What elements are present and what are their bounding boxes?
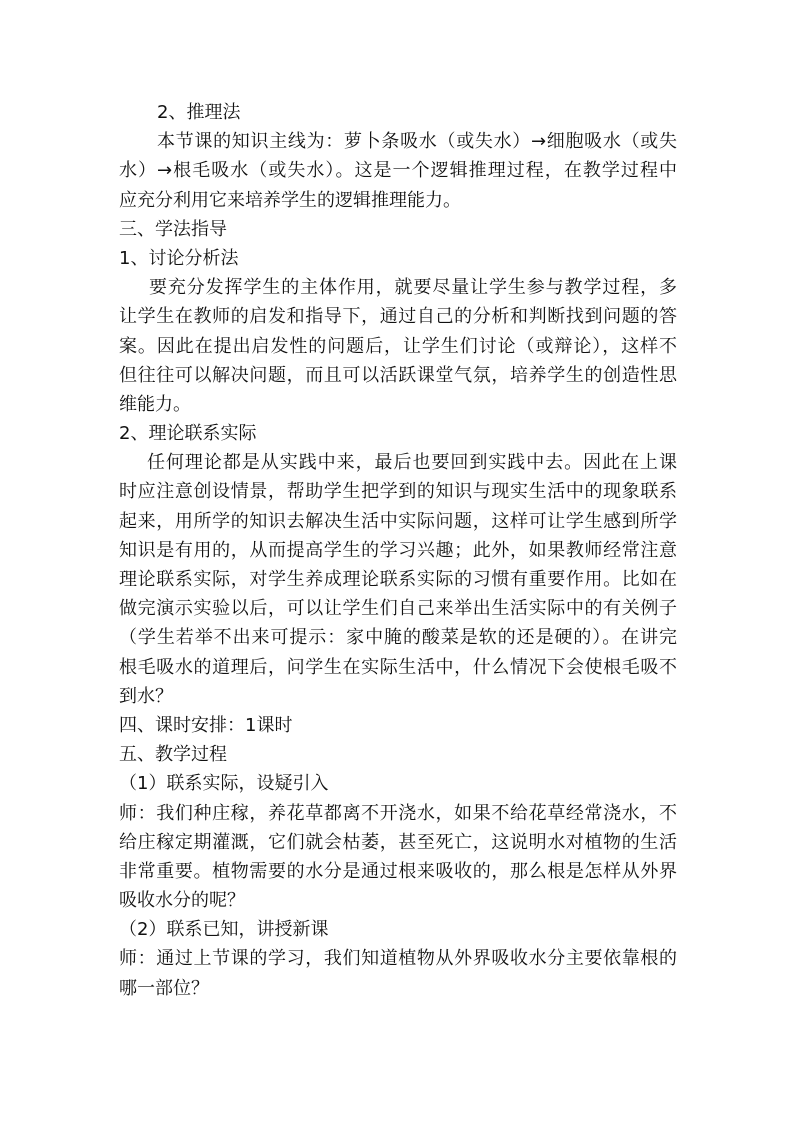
document-body	[119, 98, 677, 1003]
paragraph-line: 应充分利用它来培养学生的逻辑推理能力。	[119, 189, 461, 211]
paragraph-line: 师：通过上节课的学习，我们知道植物从外界吸收水分主要依靠根的	[119, 948, 677, 970]
heading-teaching-process: 五、教学过程	[119, 744, 227, 766]
heading-class-schedule: 四、课时安排：1课时	[119, 714, 293, 736]
heading-theory-practice: 2、理论联系实际	[119, 423, 257, 445]
paragraph-line: 哪一部位？	[119, 977, 209, 999]
paragraph-line: 知识是有用的，从而提高学生的学习兴趣；此外，如果教师经常注意	[119, 539, 677, 561]
paragraph-line: 到水？	[119, 685, 173, 707]
paragraph-line: 给庄稼定期灌溉，它们就会枯萎，甚至死亡，这说明水对植物的生活	[119, 831, 677, 853]
paragraph-line: 吸收水分的呢？	[119, 890, 245, 912]
heading-reasoning-method: 2、推理法	[157, 102, 241, 123]
heading-study-method: 三、学法指导	[119, 218, 227, 240]
paragraph-line: （学生若举不出来可提示：家中腌的酸菜是软的还是硬的）。在讲完	[119, 627, 677, 649]
paragraph-line: 理论联系实际，对学生养成理论联系实际的习惯有重要作用。比如在	[119, 569, 677, 590]
paragraph-line: 非常重要。植物需要的水分是通过根来吸收的，那么根是怎样从外界	[119, 860, 677, 882]
paragraph-line: 但往往可以解决问题，而且可以活跃课堂气氛，培养学生的创造性思	[119, 364, 677, 386]
paragraph-line: 起来，用所学的知识去解决生活中实际问题，这样可让学生感到所学	[119, 510, 677, 532]
paragraph-line: 时应注意创设情景，帮助学生把学到的知识与现实生活中的现象联系	[119, 481, 677, 503]
heading-discussion-method: 1、讨论分析法	[119, 247, 239, 269]
paragraph-line: 做完演示实验以后，可以让学生们自己来举出生活实际中的有关例子	[119, 598, 677, 620]
paragraph-line: 水）→根毛吸水（或失水）。这是一个逻辑推理过程，在教学过程中	[119, 160, 677, 182]
paragraph-line: 任何理论都是从实践中来，最后也要回到实践中去。因此在上课	[147, 452, 677, 474]
paragraph-line: 要充分发挥学生的主体作用，就要尽量让学生参与教学过程，多	[149, 277, 677, 299]
paragraph-line: 案。因此在提出启发性的问题后，让学生们讨论（或辩论），这样不	[119, 335, 677, 357]
paragraph-line: 本节课的知识主线为：萝卜条吸水（或失水）→细胞吸水（或失	[157, 131, 677, 153]
heading-step-2: （2）联系已知，讲授新课	[119, 919, 329, 941]
paragraph-line: 师：我们种庄稼，养花草都离不开浇水，如果不给花草经常浇水，不	[119, 802, 677, 824]
paragraph-line: 根毛吸水的道理后，问学生在实际生活中，什么情况下会使根毛吸不	[119, 656, 677, 678]
paragraph-line: 让学生在教师的启发和指导下，通过自己的分析和判断找到问题的答	[119, 306, 677, 328]
heading-step-1: （1）联系实际，设疑引入	[119, 773, 329, 795]
paragraph-line: 维能力。	[119, 393, 191, 415]
